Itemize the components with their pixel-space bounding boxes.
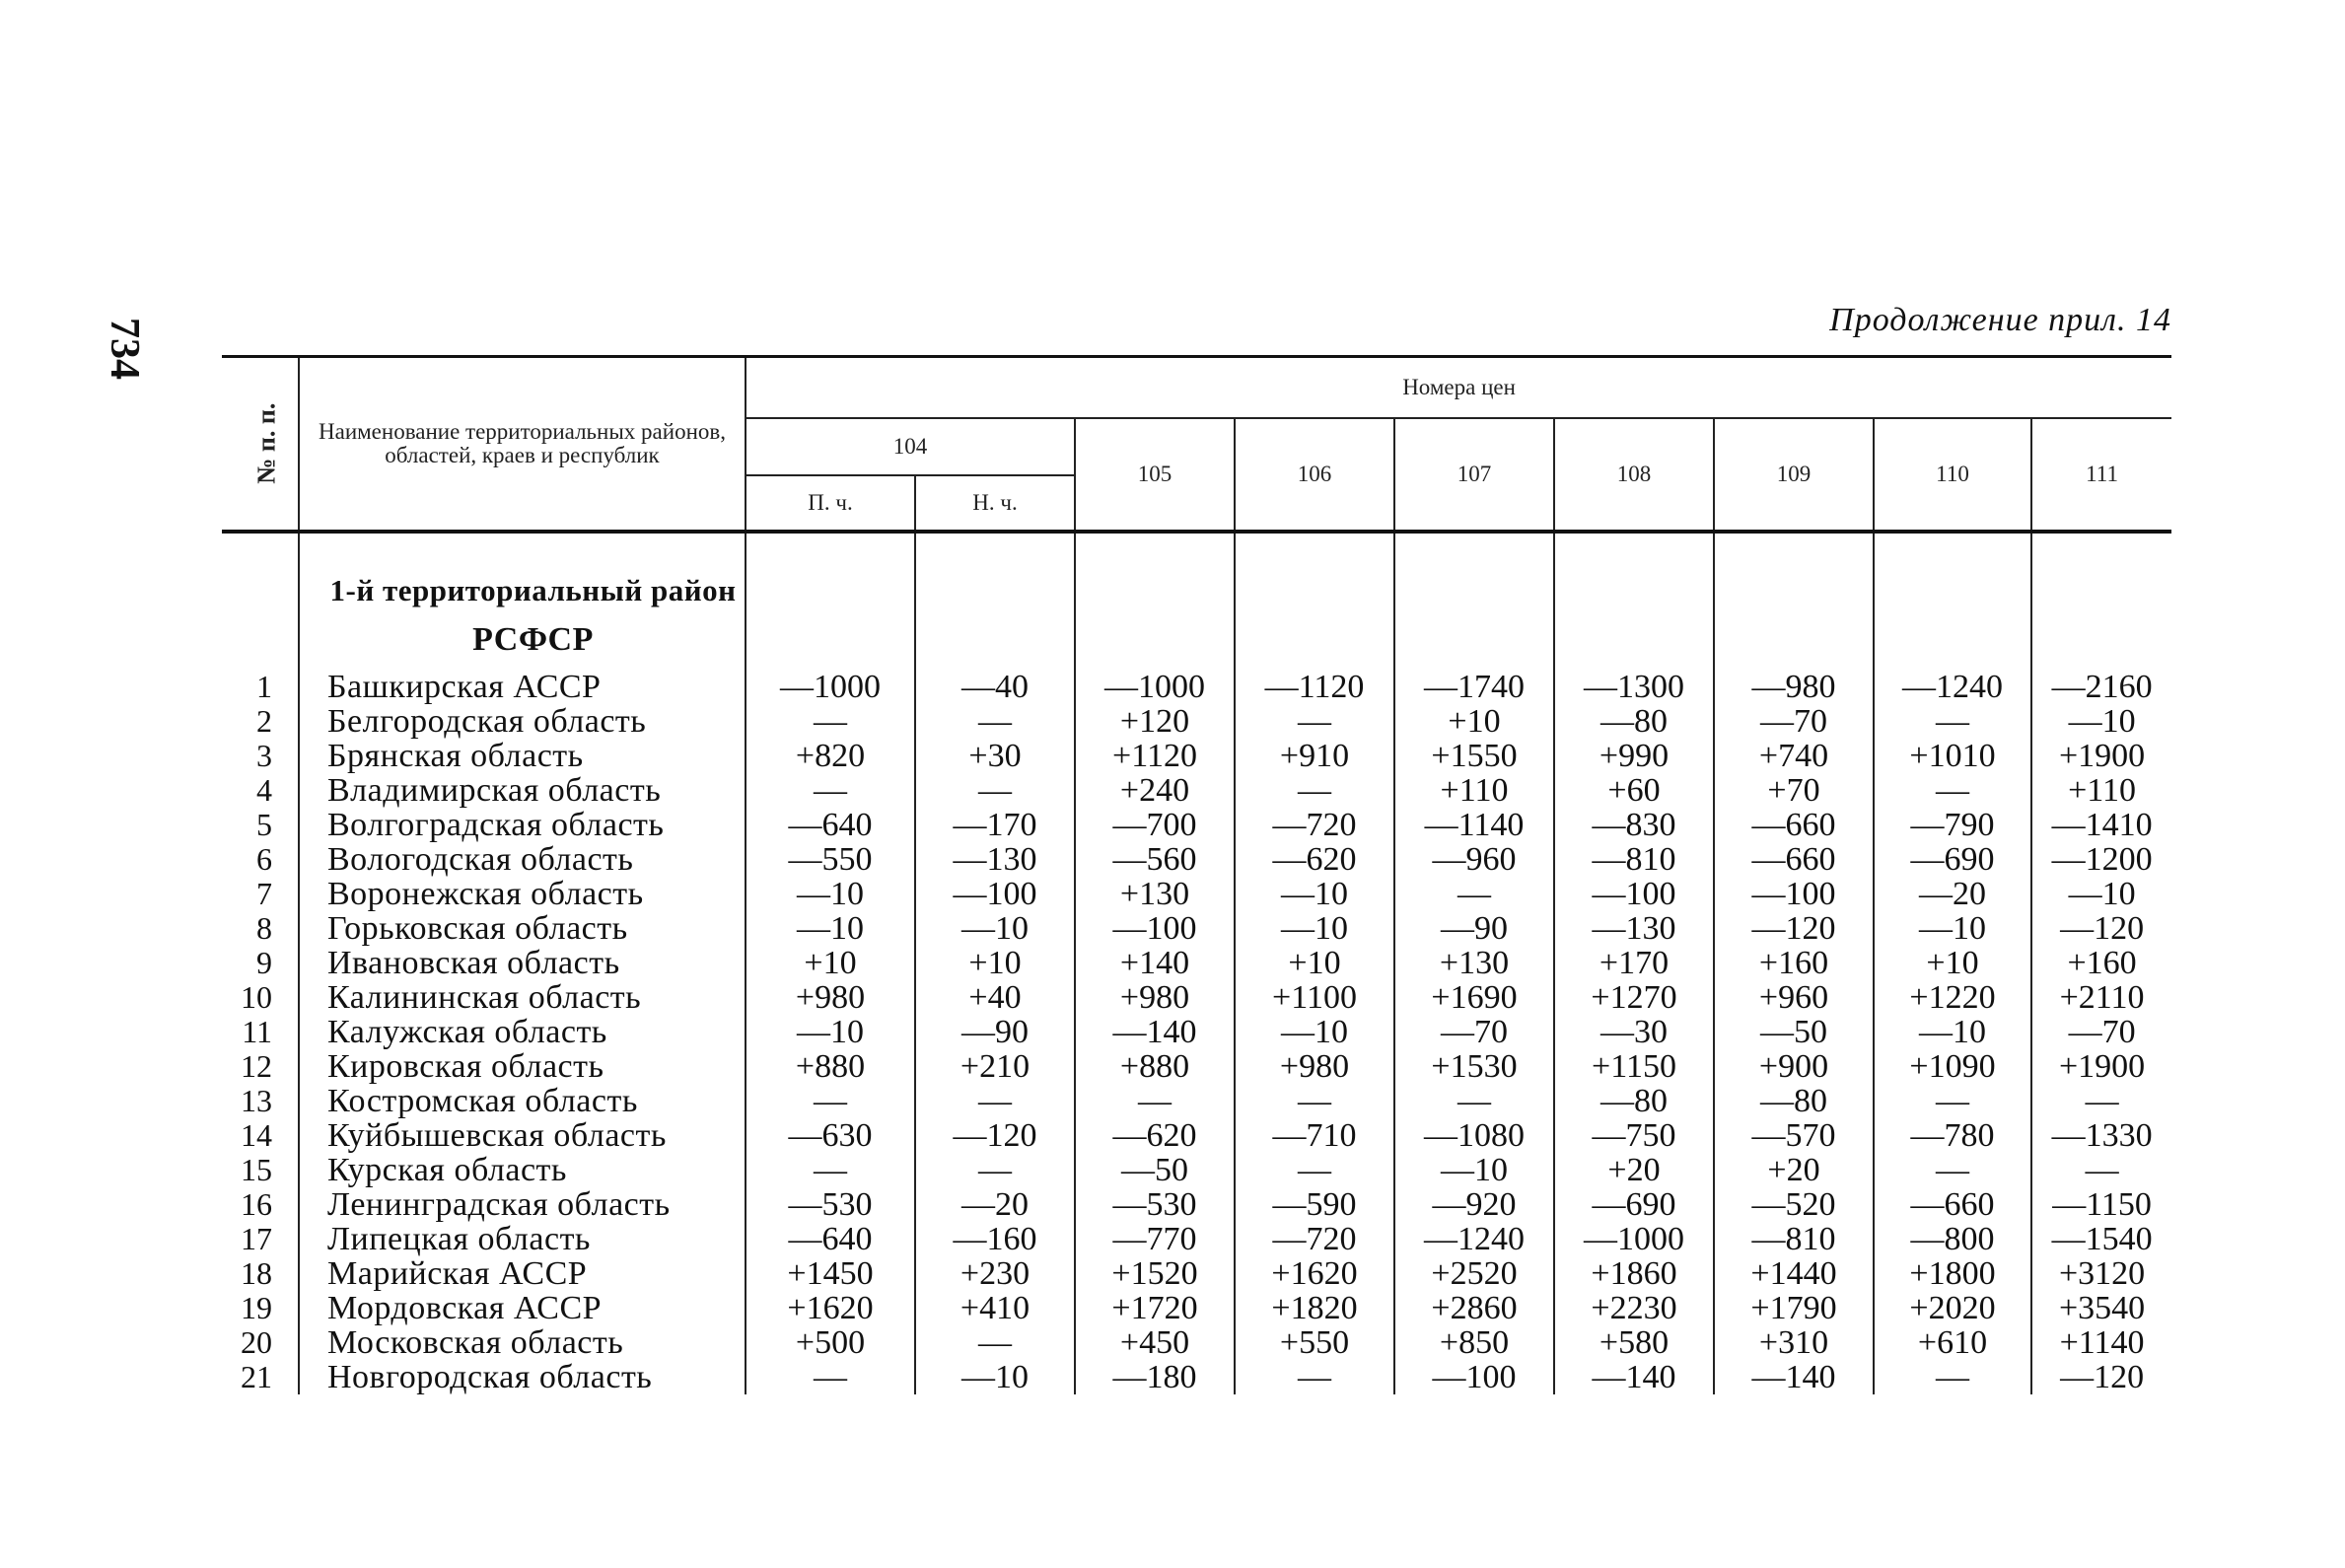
price-cell: +130 — [1394, 946, 1554, 980]
price-cell: — — [1075, 1084, 1235, 1118]
price-cell: —570 — [1714, 1118, 1874, 1153]
price-cell: — — [1394, 877, 1554, 911]
republic-row — [222, 608, 2171, 670]
price-104-header: 104 — [746, 418, 1075, 475]
table-row — [222, 1256, 2171, 1291]
price-cell: +20 — [1554, 1153, 1714, 1187]
price-cell: +2230 — [1554, 1291, 1714, 1325]
price-cell: —20 — [1874, 877, 2031, 911]
price-cell: —40 — [915, 670, 1075, 704]
district-title: 1-й территориальный район — [299, 573, 746, 608]
price-cell: — — [1874, 704, 2031, 739]
region-name: Волгоградская область — [299, 808, 746, 842]
price-cell: —10 — [915, 1360, 1075, 1394]
price-cell: —1240 — [1874, 670, 2031, 704]
region-name: Белгородская область — [299, 704, 746, 739]
price-cell: +2860 — [1394, 1291, 1554, 1325]
row-number: 8 — [256, 910, 272, 946]
price-cell: +2020 — [1874, 1291, 2031, 1325]
table-row — [222, 1360, 2171, 1394]
price-cell: —10 — [2031, 877, 2171, 911]
price-cell: —530 — [746, 1187, 915, 1222]
row-number-label: № п. п. — [251, 402, 281, 485]
price-cell: —750 — [1554, 1118, 1714, 1153]
price-cell: —1300 — [1554, 670, 1714, 704]
region-name: Башкирская АССР — [299, 670, 746, 704]
price-cell: — — [1394, 1084, 1554, 1118]
price-cell: +1010 — [1874, 739, 2031, 773]
region-name: Воронежская область — [299, 877, 746, 911]
table-row — [222, 842, 2171, 877]
price-cell: +820 — [746, 739, 915, 773]
price-cell: +1820 — [1235, 1291, 1394, 1325]
price-cell: — — [915, 1325, 1075, 1360]
price-cell: +980 — [746, 980, 915, 1015]
price-cell: +1720 — [1075, 1291, 1235, 1325]
price-111-header: 111 — [2031, 418, 2171, 532]
row-number: 20 — [241, 1324, 272, 1360]
row-number: 15 — [241, 1152, 272, 1187]
price-cell: —810 — [1714, 1222, 1874, 1256]
price-cell: +990 — [1554, 739, 1714, 773]
table-row — [222, 670, 2171, 704]
price-cell: +1090 — [1874, 1049, 2031, 1084]
price-cell: —640 — [746, 1222, 915, 1256]
table-row — [222, 1291, 2171, 1325]
price-cell: +910 — [1235, 739, 1394, 773]
region-name: Ленинградская область — [299, 1187, 746, 1222]
sub-n-header: Н. ч. — [915, 475, 1075, 532]
district-row — [222, 573, 2171, 608]
price-cell: — — [1235, 1084, 1394, 1118]
region-name: Курская область — [299, 1153, 746, 1187]
table-body — [222, 532, 2171, 1394]
republic-title: РСФСР — [299, 608, 746, 670]
price-cell: — — [746, 704, 915, 739]
price-cell: —140 — [1714, 1360, 1874, 1394]
price-cell: — — [746, 1084, 915, 1118]
price-cell: +410 — [915, 1291, 1075, 1325]
price-table-container — [222, 355, 2171, 1394]
price-cell: +10 — [746, 946, 915, 980]
table-row — [222, 1015, 2171, 1049]
price-cell: —120 — [2031, 911, 2171, 946]
price-cell: +1150 — [1554, 1049, 1714, 1084]
page-number: 734 — [102, 318, 147, 380]
table-row — [222, 773, 2171, 808]
price-cell: —550 — [746, 842, 915, 877]
price-cell: —1000 — [1075, 670, 1235, 704]
row-number: 14 — [241, 1117, 272, 1153]
price-cell: —70 — [2031, 1015, 2171, 1049]
price-cell: — — [746, 1360, 915, 1394]
price-cell: +1900 — [2031, 1049, 2171, 1084]
price-cell: —1330 — [2031, 1118, 2171, 1153]
price-106-header: 106 — [1235, 418, 1394, 532]
price-cell: —170 — [915, 808, 1075, 842]
price-cell: —1000 — [1554, 1222, 1714, 1256]
price-cell: —10 — [746, 877, 915, 911]
price-table — [222, 355, 2171, 1394]
price-cell: —1540 — [2031, 1222, 2171, 1256]
price-cell: +960 — [1714, 980, 1874, 1015]
price-cell: —560 — [1075, 842, 1235, 877]
row-number: 1 — [256, 669, 272, 704]
price-cell: —10 — [1235, 1015, 1394, 1049]
price-cell: —810 — [1554, 842, 1714, 877]
price-cell: —1140 — [1394, 808, 1554, 842]
region-name: Новгородская область — [299, 1360, 746, 1394]
price-cell: — — [1874, 773, 2031, 808]
price-cell: —660 — [1714, 842, 1874, 877]
price-cell: —80 — [1714, 1084, 1874, 1118]
row-number: 21 — [241, 1359, 272, 1394]
price-cell: —130 — [915, 842, 1075, 877]
price-cell: —10 — [746, 911, 915, 946]
price-cell: +980 — [1075, 980, 1235, 1015]
region-name: Мордовская АССР — [299, 1291, 746, 1325]
region-name: Калужская область — [299, 1015, 746, 1049]
price-cell: —50 — [1075, 1153, 1235, 1187]
price-cell: +500 — [746, 1325, 915, 1360]
price-cell: —620 — [1075, 1118, 1235, 1153]
price-cell: +1440 — [1714, 1256, 1874, 1291]
price-cell: —1200 — [2031, 842, 2171, 877]
price-cell: +1220 — [1874, 980, 2031, 1015]
row-number-header — [222, 357, 299, 533]
price-cell: +20 — [1714, 1153, 1874, 1187]
table-header — [222, 357, 2171, 533]
price-cell: —10 — [1874, 1015, 2031, 1049]
price-cell: +10 — [1235, 946, 1394, 980]
price-cell: +850 — [1394, 1325, 1554, 1360]
price-cell: +10 — [915, 946, 1075, 980]
price-108-header: 108 — [1554, 418, 1714, 532]
table-row — [222, 1153, 2171, 1187]
price-cell: +140 — [1075, 946, 1235, 980]
region-name: Костромская область — [299, 1084, 746, 1118]
price-cell: +230 — [915, 1256, 1075, 1291]
row-number: 18 — [241, 1255, 272, 1291]
table-row — [222, 739, 2171, 773]
price-cell: +1690 — [1394, 980, 1554, 1015]
price-cell: — — [1874, 1360, 2031, 1394]
price-cell: +110 — [2031, 773, 2171, 808]
price-cell: —10 — [2031, 704, 2171, 739]
price-cell: +1530 — [1394, 1049, 1554, 1084]
price-cell: —160 — [915, 1222, 1075, 1256]
price-cell: — — [746, 773, 915, 808]
price-cell: —100 — [1714, 877, 1874, 911]
table-row — [222, 1325, 2171, 1360]
row-number: 16 — [241, 1186, 272, 1222]
price-cell: — — [746, 1153, 915, 1187]
price-cell: +1100 — [1235, 980, 1394, 1015]
sub-p-header: П. ч. — [746, 475, 915, 532]
price-cell: —710 — [1235, 1118, 1394, 1153]
price-cell: —1410 — [2031, 808, 2171, 842]
price-cell: +740 — [1714, 739, 1874, 773]
price-cell: —10 — [1874, 911, 2031, 946]
table-row — [222, 1222, 2171, 1256]
price-cell: —1150 — [2031, 1187, 2171, 1222]
price-cell: — — [1235, 704, 1394, 739]
price-cell: —2160 — [2031, 670, 2171, 704]
price-cell: +900 — [1714, 1049, 1874, 1084]
price-numbers-header: Номера цен — [746, 357, 2171, 419]
price-cell: +610 — [1874, 1325, 2031, 1360]
price-cell: +980 — [1235, 1049, 1394, 1084]
row-number: 4 — [256, 772, 272, 808]
price-cell: +880 — [1075, 1049, 1235, 1084]
price-cell: —10 — [915, 911, 1075, 946]
price-cell: —1080 — [1394, 1118, 1554, 1153]
price-cell: —640 — [746, 808, 915, 842]
region-name: Липецкая область — [299, 1222, 746, 1256]
price-cell: — — [915, 704, 1075, 739]
price-cell: +210 — [915, 1049, 1075, 1084]
price-cell: +1520 — [1075, 1256, 1235, 1291]
row-number: 12 — [241, 1048, 272, 1084]
price-cell: +60 — [1554, 773, 1714, 808]
price-cell: +450 — [1075, 1325, 1235, 1360]
price-cell: —590 — [1235, 1187, 1394, 1222]
price-cell: —720 — [1235, 808, 1394, 842]
region-name: Куйбышевская область — [299, 1118, 746, 1153]
region-name: Марийская АССР — [299, 1256, 746, 1291]
row-number: 6 — [256, 841, 272, 877]
price-cell: +2520 — [1394, 1256, 1554, 1291]
region-name: Брянская область — [299, 739, 746, 773]
price-cell: +240 — [1075, 773, 1235, 808]
row-number: 9 — [256, 945, 272, 980]
price-cell: +1550 — [1394, 739, 1554, 773]
price-cell: —120 — [915, 1118, 1075, 1153]
price-cell: —1000 — [746, 670, 915, 704]
price-cell: —690 — [1874, 842, 2031, 877]
price-107-header: 107 — [1394, 418, 1554, 532]
price-cell: +160 — [2031, 946, 2171, 980]
region-name: Московская область — [299, 1325, 746, 1360]
price-cell: —90 — [1394, 911, 1554, 946]
row-number: 17 — [241, 1221, 272, 1256]
price-cell: —960 — [1394, 842, 1554, 877]
price-cell: +40 — [915, 980, 1075, 1015]
price-cell: — — [915, 773, 1075, 808]
price-110-header: 110 — [1874, 418, 2031, 532]
price-cell: +1140 — [2031, 1325, 2171, 1360]
price-cell: —630 — [746, 1118, 915, 1153]
row-number: 13 — [241, 1083, 272, 1118]
price-cell: +1120 — [1075, 739, 1235, 773]
price-cell: — — [1235, 1360, 1394, 1394]
price-cell: —700 — [1075, 808, 1235, 842]
price-cell: — — [1235, 773, 1394, 808]
price-cell: —100 — [1554, 877, 1714, 911]
table-row — [222, 1187, 2171, 1222]
price-cell: +10 — [1874, 946, 2031, 980]
price-cell: —70 — [1714, 704, 1874, 739]
price-cell: +160 — [1714, 946, 1874, 980]
row-number: 7 — [256, 876, 272, 911]
region-name: Горьковская область — [299, 911, 746, 946]
table-row — [222, 877, 2171, 911]
price-cell: +130 — [1075, 877, 1235, 911]
table-row — [222, 1084, 2171, 1118]
price-cell: —140 — [1554, 1360, 1714, 1394]
price-cell: —30 — [1554, 1015, 1714, 1049]
price-cell: —90 — [915, 1015, 1075, 1049]
price-cell: — — [1874, 1153, 2031, 1187]
price-cell: —180 — [1075, 1360, 1235, 1394]
price-cell: —70 — [1394, 1015, 1554, 1049]
price-cell: —530 — [1075, 1187, 1235, 1222]
price-cell: —980 — [1714, 670, 1874, 704]
table-row — [222, 1118, 2171, 1153]
price-cell: —100 — [1394, 1360, 1554, 1394]
price-cell: +110 — [1394, 773, 1554, 808]
price-109-header: 109 — [1714, 418, 1874, 532]
price-cell: —50 — [1714, 1015, 1874, 1049]
price-cell: +550 — [1235, 1325, 1394, 1360]
price-cell: +1900 — [2031, 739, 2171, 773]
price-cell: —690 — [1554, 1187, 1714, 1222]
price-cell: +1620 — [1235, 1256, 1394, 1291]
price-cell: —830 — [1554, 808, 1714, 842]
region-name: Вологодская область — [299, 842, 746, 877]
price-cell: — — [2031, 1153, 2171, 1187]
price-cell: —1120 — [1235, 670, 1394, 704]
price-cell: +10 — [1394, 704, 1554, 739]
table-row — [222, 911, 2171, 946]
price-cell: +2110 — [2031, 980, 2171, 1015]
price-cell: —120 — [2031, 1360, 2171, 1394]
price-cell: +3540 — [2031, 1291, 2171, 1325]
price-cell: —10 — [1235, 911, 1394, 946]
name-column-header: Наименование территориальных районов, областей, краев и республик — [299, 357, 746, 533]
price-cell: +1790 — [1714, 1291, 1874, 1325]
price-cell: —620 — [1235, 842, 1394, 877]
price-cell: —10 — [746, 1015, 915, 1049]
table-row — [222, 946, 2171, 980]
price-cell: —1240 — [1394, 1222, 1554, 1256]
row-number: 3 — [256, 738, 272, 773]
continuation-title: Продолжение прил. 14 — [1829, 302, 2171, 338]
price-cell: —80 — [1554, 1084, 1714, 1118]
price-cell: —120 — [1714, 911, 1874, 946]
price-cell: +1450 — [746, 1256, 915, 1291]
price-105-header: 105 — [1075, 418, 1235, 532]
row-number: 11 — [242, 1014, 272, 1049]
table-row — [222, 1049, 2171, 1084]
price-cell: —800 — [1874, 1222, 2031, 1256]
price-cell: — — [1235, 1153, 1394, 1187]
price-cell: —720 — [1235, 1222, 1394, 1256]
price-cell: —10 — [1394, 1153, 1554, 1187]
row-number: 19 — [241, 1290, 272, 1325]
price-cell: +1620 — [746, 1291, 915, 1325]
price-cell: +1270 — [1554, 980, 1714, 1015]
price-cell: +3120 — [2031, 1256, 2171, 1291]
row-number: 2 — [256, 703, 272, 739]
region-name: Калининская область — [299, 980, 746, 1015]
region-name: Ивановская область — [299, 946, 746, 980]
price-cell: —100 — [915, 877, 1075, 911]
price-cell: +310 — [1714, 1325, 1874, 1360]
table-row — [222, 980, 2171, 1015]
price-cell: —20 — [915, 1187, 1075, 1222]
price-cell: —100 — [1075, 911, 1235, 946]
row-number: 5 — [256, 807, 272, 842]
region-name: Кировская область — [299, 1049, 746, 1084]
price-cell: — — [915, 1153, 1075, 1187]
price-cell: — — [915, 1084, 1075, 1118]
row-number: 10 — [241, 979, 272, 1015]
region-name: Владимирская область — [299, 773, 746, 808]
table-row — [222, 808, 2171, 842]
price-cell: — — [2031, 1084, 2171, 1118]
price-cell: —140 — [1075, 1015, 1235, 1049]
price-cell: —80 — [1554, 704, 1714, 739]
price-cell: —780 — [1874, 1118, 2031, 1153]
price-cell: +70 — [1714, 773, 1874, 808]
price-cell: —660 — [1714, 808, 1874, 842]
price-cell: —790 — [1874, 808, 2031, 842]
price-cell: —660 — [1874, 1187, 2031, 1222]
price-cell: +1800 — [1874, 1256, 2031, 1291]
price-cell: — — [1874, 1084, 2031, 1118]
price-cell: —920 — [1394, 1187, 1554, 1222]
price-cell: +880 — [746, 1049, 915, 1084]
table-row — [222, 704, 2171, 739]
price-cell: —130 — [1554, 911, 1714, 946]
price-cell: +120 — [1075, 704, 1235, 739]
price-cell: +580 — [1554, 1325, 1714, 1360]
price-cell: +30 — [915, 739, 1075, 773]
price-cell: +1860 — [1554, 1256, 1714, 1291]
price-cell: —770 — [1075, 1222, 1235, 1256]
price-cell: —520 — [1714, 1187, 1874, 1222]
price-cell: —10 — [1235, 877, 1394, 911]
price-cell: —1740 — [1394, 670, 1554, 704]
price-cell: +170 — [1554, 946, 1714, 980]
